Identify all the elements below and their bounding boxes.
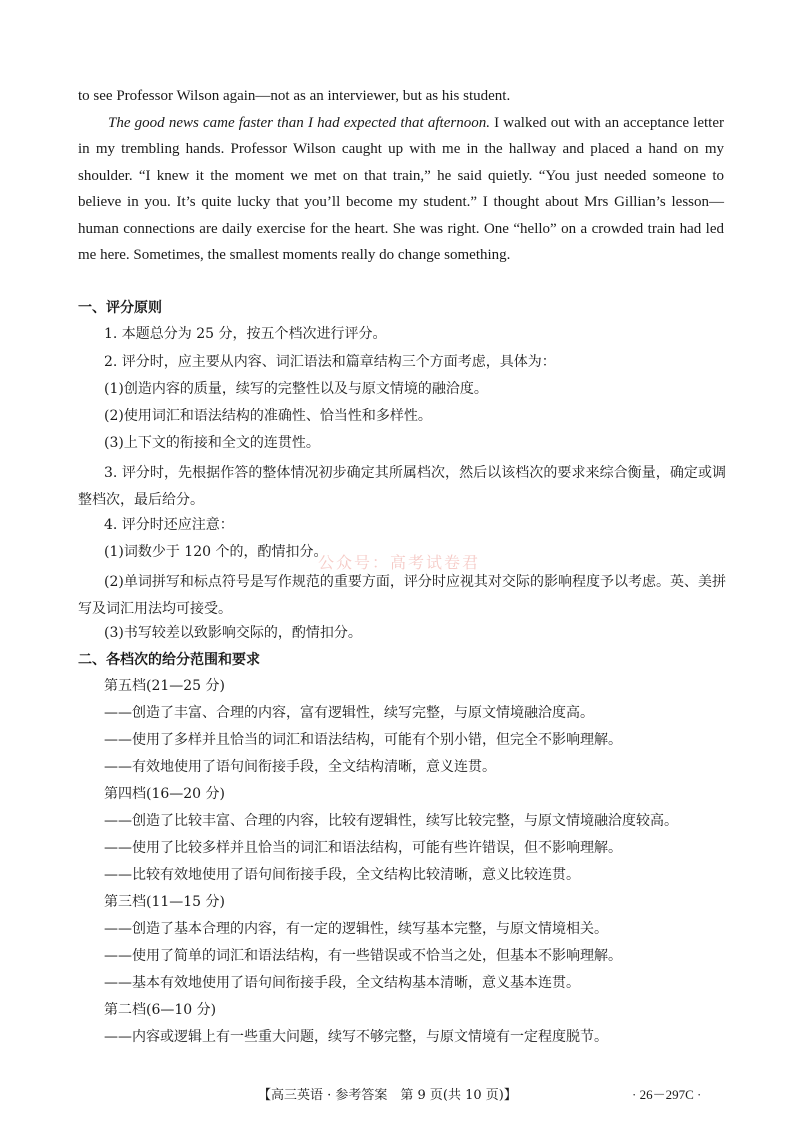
rule-4-sub-2: (2)单词拼写和标点符号是写作规范的重要方面，评分时应视其对交际的影响程度予以考虑。英、美拼写及词汇用法均可接受。 [78, 574, 726, 617]
tier-3-point-2: ——使用了简单的词汇和语法结构，有一些错误或不恰当之处，但基本不影响理解。 [104, 948, 622, 964]
tier-3-point-1: ——创造了基本合理的内容，有一定的逻辑性，续写基本完整，与原文情境相关。 [104, 921, 608, 937]
footer-code: · 26－297C · [632, 1087, 702, 1102]
rule-4-sub-3: (3)书写较差以致影响交际的，酌情扣分。 [104, 625, 362, 641]
footer-page-info: 【高三英语 · 参考答案 第 9 页(共 10 页)】 [258, 1088, 517, 1103]
page-footer [0, 1084, 800, 1106]
passage-paragraph-2 [78, 110, 724, 269]
english-passage [78, 83, 724, 269]
rule-3: 3. 评分时，先根据作答的整体情况初步确定其所属档次，然后以该档次的要求来综合衡量，确定或调整档次，最后给分。 [78, 465, 726, 508]
tier-5-point-3: ——有效地使用了语句间衔接手段，全文结构清晰，意义连贯。 [104, 759, 496, 775]
tier-4-point-3: ——比较有效地使用了语句间衔接手段，全文结构比较清晰，意义比较连贯。 [104, 867, 580, 883]
tier-5-title: 第五档(21—25 分) [104, 678, 226, 694]
tier-4-point-2: ——使用了比较多样并且恰当的词汇和语法结构，可能有些许错误，但不影响理解。 [104, 840, 622, 856]
rule-2-sub-1: (1)创造内容的质量，续写的完整性以及与原文情境的融洽度。 [104, 381, 488, 397]
passage-line-1: to see Professor Wilson again—not as an interviewer, but as his student. [78, 88, 511, 104]
tier-4-title: 第四档(16—20 分) [104, 786, 226, 802]
rule-2: 2. 评分时，应主要从内容、词汇语法和篇章结构三个方面考虑，具体为： [104, 354, 556, 370]
rule-2-sub-3: (3)上下文的衔接和全文的连贯性。 [104, 435, 320, 451]
paragraph-2-body: I walked out with an acceptance letter in my trembling hands. Professor Wilson caught up with me in the hallway and placed a hand on my shoulder. “I knew it the moment we met on that train,” he said quietly. “You just needed someone to believe in you. It’s quite lucky that you’ll become my student.” I thought about Mrs Gillian’s lesson—human connections are daily exercise for the heart. She was right. One “hello” on a crowded train had led me here. Sometimes, the smallest moments really do change something. [78, 114, 724, 263]
tier-3-point-3: ——基本有效地使用了语句间衔接手段，全文结构基本清晰，意义基本连贯。 [104, 975, 580, 991]
section-1-heading: 一、评分原则 [78, 300, 162, 316]
section-2-heading: 二、各档次的给分范围和要求 [78, 652, 260, 668]
rule-2-sub-2: (2)使用词汇和语法结构的准确性、恰当性和多样性。 [104, 408, 432, 424]
rule-1: 1. 本题总分为 25 分，按五个档次进行评分。 [104, 326, 387, 342]
rule-4-sub-1: (1)词数少于 120 个的，酌情扣分。 [104, 544, 328, 560]
tier-2-title: 第二档(6—10 分) [104, 1002, 217, 1018]
tier-4-point-1: ——创造了比较丰富、合理的内容，比较有逻辑性，续写比较完整，与原文情境融洽度较高。 [104, 813, 678, 829]
tier-5-point-1: ——创造了丰富、合理的内容，富有逻辑性，续写完整，与原文情境融洽度高。 [104, 705, 594, 721]
watermark-text: 公众号：高考试卷君 [318, 553, 481, 572]
italic-opening-sentence: The good news came faster than I had expected that afternoon. [108, 114, 490, 131]
tier-2-point-1: ——内容或逻辑上有一些重大问题，续写不够完整，与原文情境有一定程度脱节。 [104, 1029, 608, 1045]
rule-4: 4. 评分时还应注意： [104, 517, 234, 533]
tier-3-title: 第三档(11—15 分) [104, 894, 226, 910]
tier-5-point-2: ——使用了多样并且恰当的词汇和语法结构，可能有个别小错，但完全不影响理解。 [104, 732, 622, 748]
